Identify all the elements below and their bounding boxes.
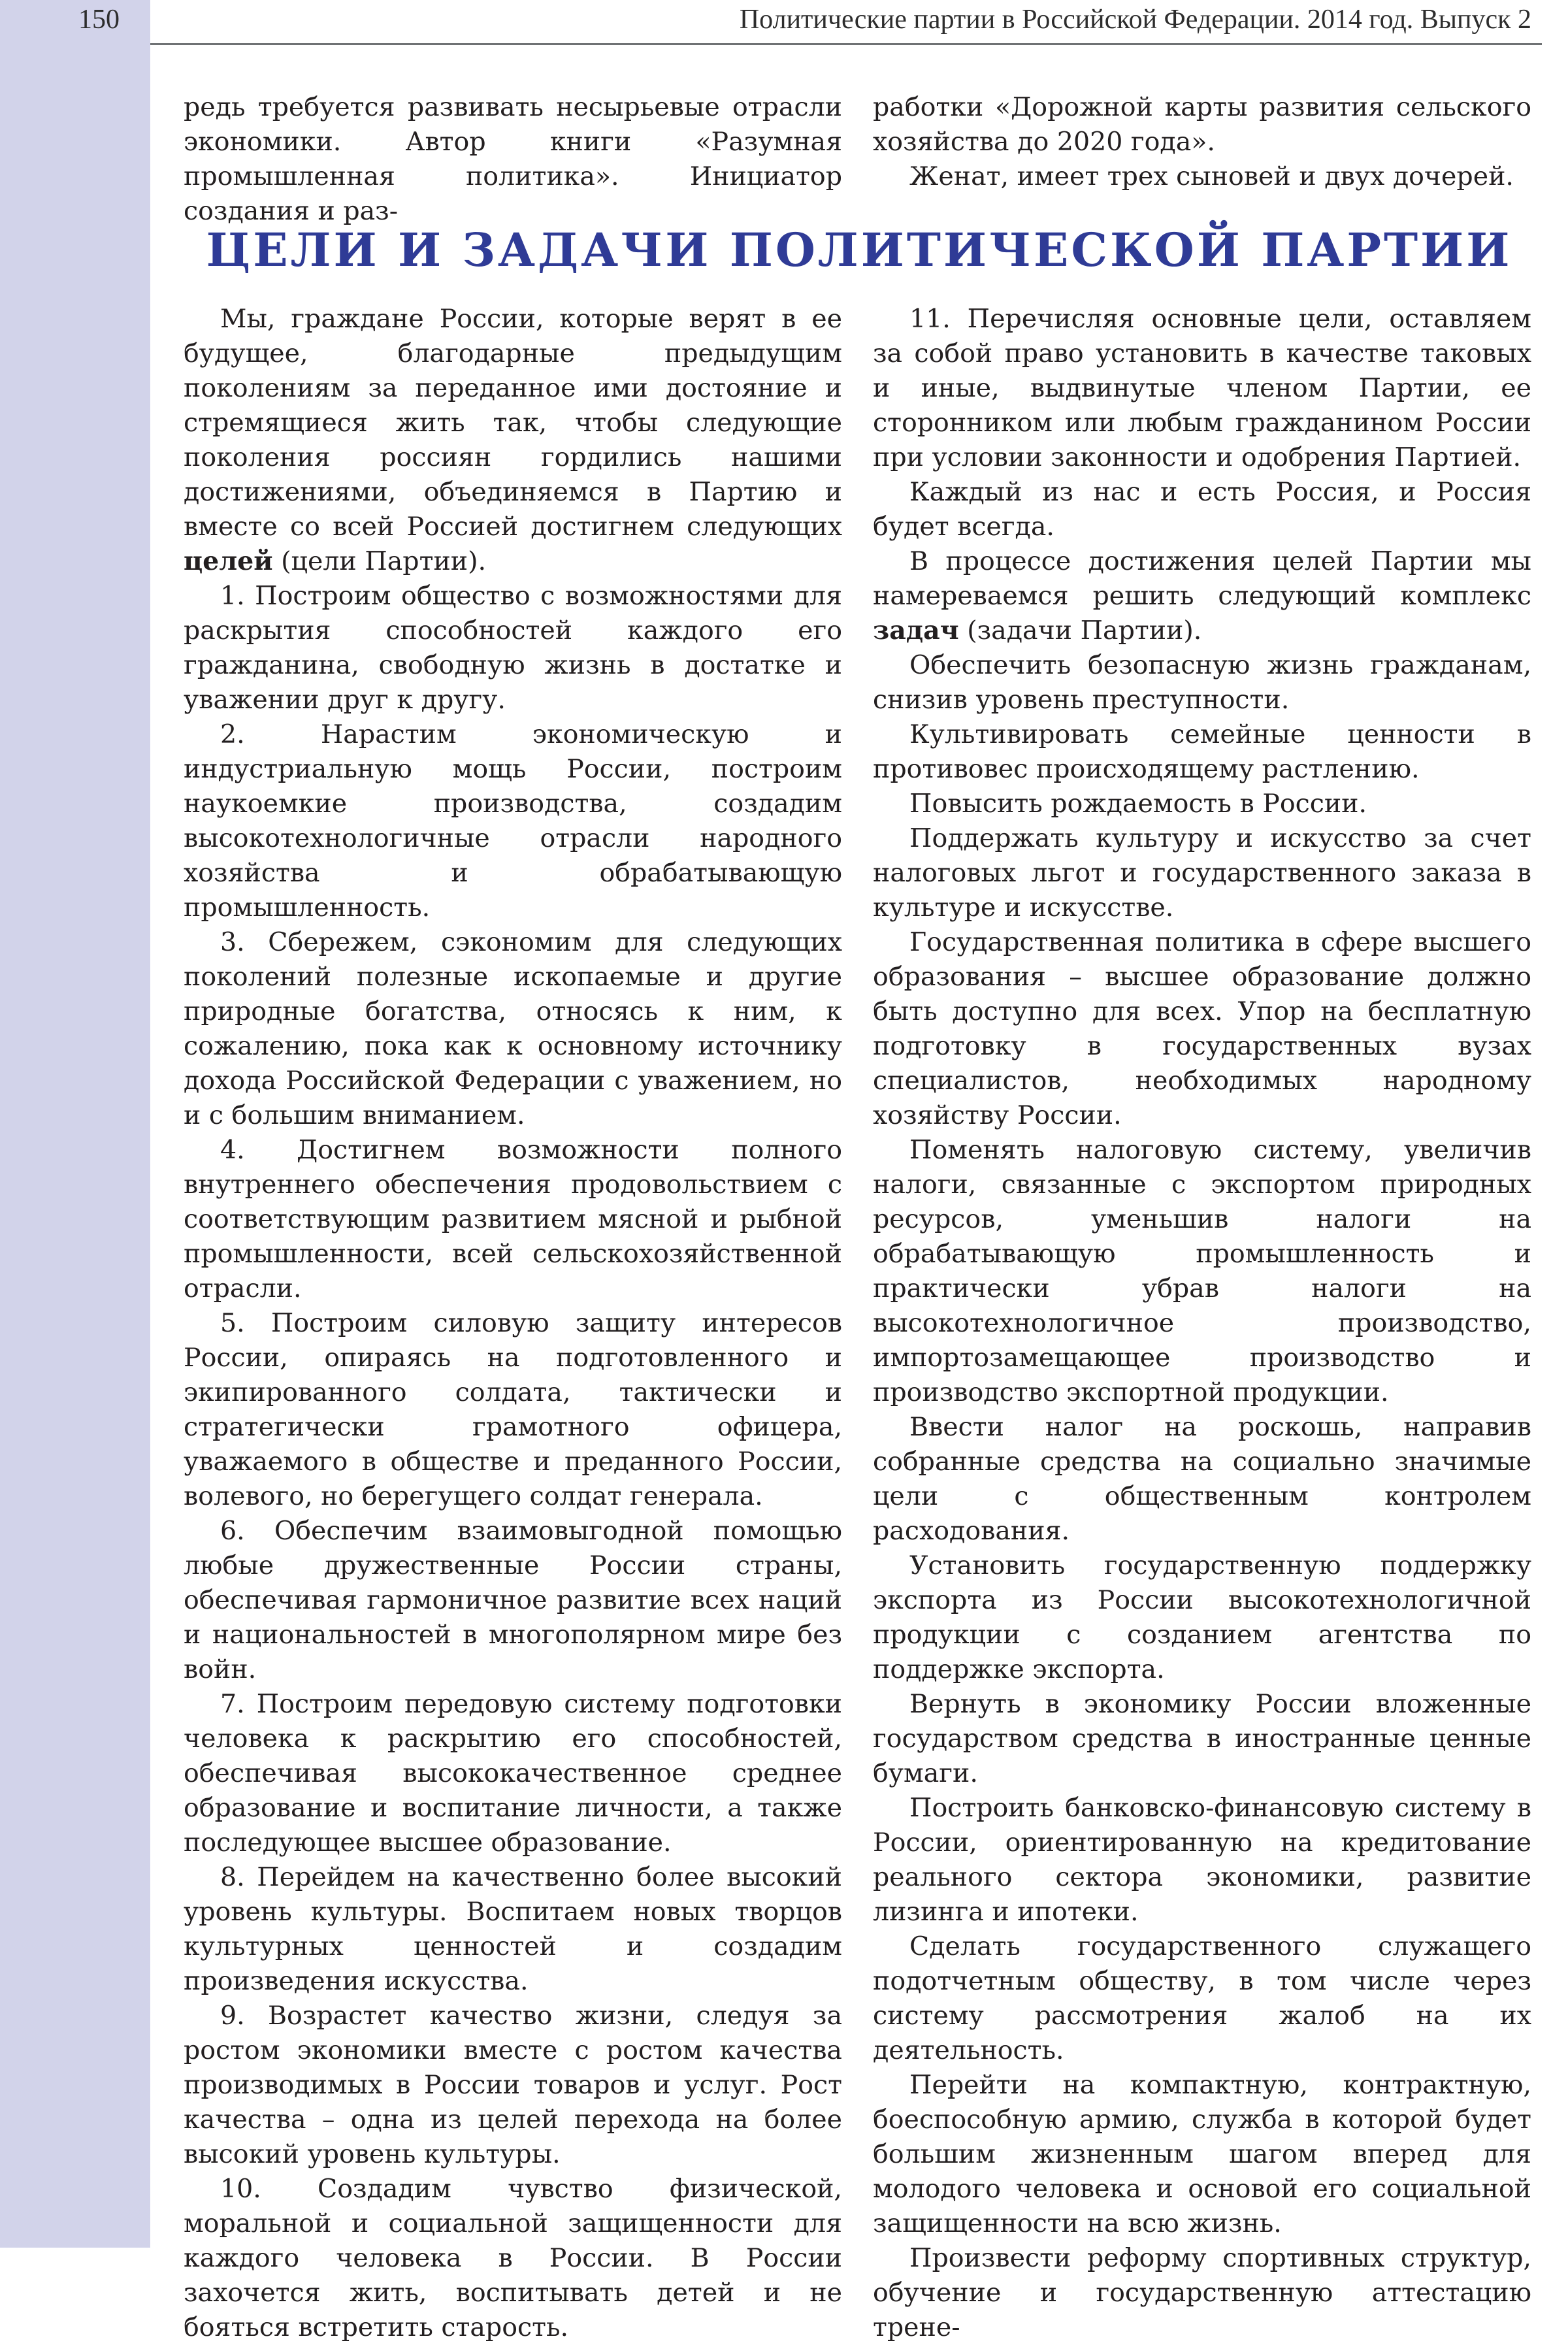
page-number: 150 [78, 5, 120, 35]
goal-paragraph: 2. Нарастим экономическую и индустриальную мощь России, построим наукоемкие производства, создадим высокотехнологичные отрасли народного хозяйства и обрабатывающую промышленность. [184, 719, 842, 923]
bio-continuation-right [873, 90, 1531, 194]
tasks-intro-paragraph [873, 544, 1531, 648]
task-paragraph: Установить государственную поддержку экспорта из России высокотехнологичной продукции с созданием агентства по поддержке экспорта. [873, 1550, 1531, 1684]
task-paragraph: Поменять налоговую систему, увеличив налоги, связанные с экспортом природных ресурсов, уменьшив налоги на обрабатывающую промышленность и практически убрав налоги на высокотехнологичное производство, импортозамещающее производство и производство экспортной продукции. [873, 1135, 1531, 1407]
task-paragraph: Поддержать культуру и искусство за счет налоговых льгот и государственного заказа в культуре и искусстве. [873, 823, 1531, 923]
goal-paragraph: 5. Построим силовую защиту интересов России, опираясь на подготовленного и экипированного солдата, тактически и стратегически грамотного офицера, уважаемого в обществе и преданного России, волевого, но берегущего солдат генерала. [184, 1308, 842, 1511]
bio-continuation-left [184, 90, 842, 229]
bio-text-right-1: работки «Дорожной карты развития сельского хозяйства до 2020 года». [873, 92, 1531, 157]
russia-paragraph: Каждый из нас и есть Россия, и Россия будет всегда. [873, 477, 1531, 542]
goal-paragraph: 9. Возрастет качество жизни, следуя за ростом экономики вместе с ростом качества производимых в России товаров и услуг. Рост качества – одна из целей перехода на более высокий уровень культуры. [184, 2001, 842, 2169]
bio-text-left: редь требуется развивать несырьевые отрасли экономики. Автор книги «Разумная промышленная политика». Инициатор создания и раз- [184, 92, 842, 226]
task-paragraph: Ввести налог на роскошь, направив собранные средства на социально значимые цели с общественным контролем расходования. [873, 1412, 1531, 1546]
goal-paragraph: 4. Достигнем возможности полного внутреннего обеспечения продовольствием с соответствующим развитием мясной и рыбной промышленности, всей сельскохозяйственной отрасли. [184, 1135, 842, 1304]
bio-text-right-2: Женат, имеет трех сыновей и двух дочерей. [909, 161, 1514, 191]
intro-bold-goals: целей [184, 546, 273, 576]
intro-text-end: (цели Партии). [272, 546, 487, 576]
task-paragraph: Вернуть в экономику России вложенные государством средства в иностранные ценные бумаги. [873, 1689, 1531, 1788]
task-paragraph: Обеспечить безопасную жизнь гражданам, снизив уровень преступности. [873, 650, 1531, 715]
task-paragraph: Государственная политика в сфере высшего образования – высшее образование должно быть доступно для всех. Упор на бесплатную подготовку в государственных вузах специалистов, необходимых народному хозяйству России. [873, 927, 1531, 1130]
intro-paragraph [184, 302, 842, 579]
task-paragraph: Культивировать семейные ценности в противовес происходящему растлению. [873, 719, 1531, 784]
tasks-bold: задач [873, 615, 959, 646]
side-color-strip [0, 0, 150, 2248]
tasks-intro-text: В процессе достижения целей Партии мы намереваемся решить следующий комплекс [873, 546, 1531, 611]
goal-paragraph: 7. Построим передовую систему подготовки человека к раскрытию его способностей, обеспечивая высококачественное среднее образование и воспитание личности, а также последующее высшее образование. [184, 1689, 842, 1858]
goal-paragraph-11: 11. Перечисляя основные цели, оставляем за собой право установить в качестве таковых и иные, выдвинутые членом Партии, ее сторонником или любым гражданином России при условии законности и одобрения Партией. [873, 304, 1531, 472]
task-paragraph: Построить банковско-финансовую систему в России, ориентированную на кредитование реального сектора экономики, развитие лизинга и ипотеки. [873, 1793, 1531, 1927]
intro-text: Мы, граждане России, которые верят в ее будущее, благодарные предыдущим поколениям за переданное ими достояние и стремящиеся жить так, чтобы следующие поколения россиян гордились нашими достижениями, объединяемся в Партию и вместе со всей Россией достигнем следующих [184, 304, 842, 542]
task-paragraph: Произвести реформу спортивных структур, обучение и государственную аттестацию трене- [873, 2243, 1531, 2342]
page-header [0, 0, 1568, 46]
goal-paragraph: 6. Обеспечим взаимовыгодной помощью любые дружественные России страны, обеспечивая гармоничное развитие всех наций и национальностей в многополярном мире без войн. [184, 1516, 842, 1684]
running-title: Политические партии в Российской Федерации. 2014 год. Выпуск 2 [739, 5, 1531, 35]
goal-paragraph: 3. Сбережем, сэкономим для следующих поколений полезные ископаемые и другие природные богатства, относясь к ним, к сожалению, пока как к основному источнику дохода Российской Федерации с уважением, но и с большим вниманием. [184, 927, 842, 1130]
task-paragraph: Повысить рождаемость в России. [909, 789, 1367, 819]
goal-paragraph: 8. Перейдем на качественно более высокий уровень культуры. Воспитаем новых творцов культурных ценностей и создадим произведения искусства. [184, 1862, 842, 1996]
task-paragraph: Перейти на компактную, контрактную, боеспособную армию, служба в которой будет большим жизненным шагом вперед для молодого человека и основой его социальной защищенности на всю жизнь. [873, 2070, 1531, 2238]
tasks-intro-end: (задачи Партии). [958, 615, 1202, 646]
goal-paragraph: 10. Создадим чувство физической, моральной и социальной защищенности для каждого человека в России. В России захочется жить, воспитывать детей и не бояться встретить старость. [184, 2174, 842, 2342]
task-paragraph: Сделать государственного служащего подотчетным обществу, в том числе через систему рассмотрения жалоб на их деятельность. [873, 1931, 1531, 2065]
section-title: ЦЕЛИ И ЗАДАЧИ ПОЛИТИЧЕСКОЙ ПАРТИИ [206, 223, 1512, 277]
tasks-column-right [873, 302, 1531, 2345]
goals-column-left [184, 302, 842, 2345]
goal-paragraph: 1. Построим общество с возможностями для раскрытия способностей каждого его гражданина, свободную жизнь в достатке и уважении друг к другу. [184, 581, 842, 715]
header-rule [150, 43, 1542, 45]
